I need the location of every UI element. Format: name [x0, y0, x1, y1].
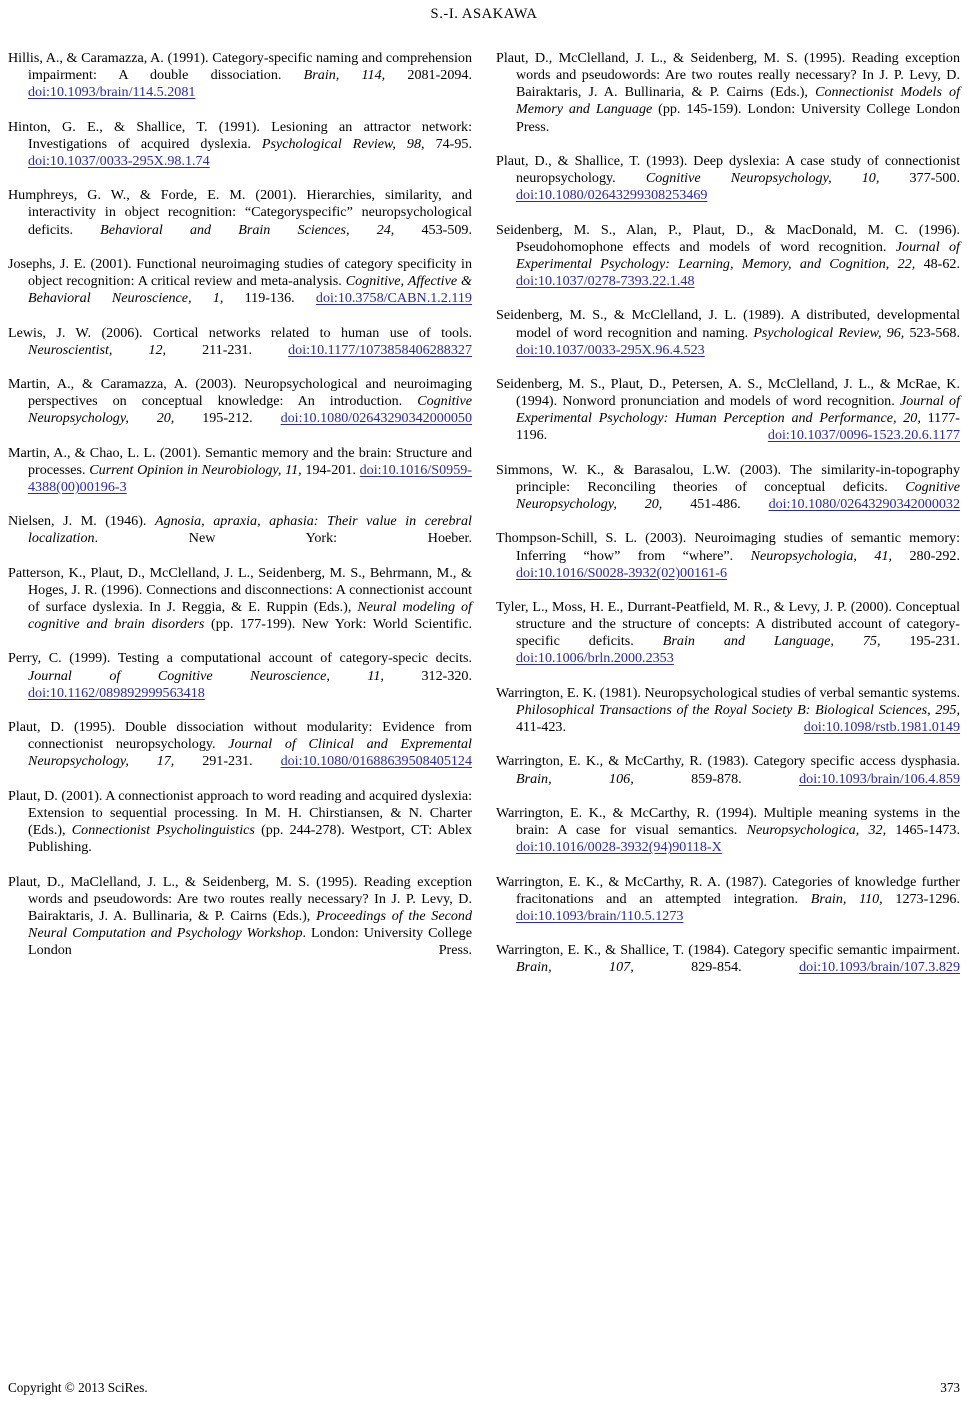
reference-text: 74-95.: [424, 135, 472, 152]
reference-title-italic: Psychological Review, 98,: [261, 135, 425, 152]
reference-text: Seidenberg, M. S., Alan, P., Plaut, D., & MacDonald, M. C. (1996). Pseudohomophone effects and models of word recognition.: [496, 221, 960, 255]
doi-link[interactable]: doi:10.1080/02643290342000050: [280, 410, 473, 427]
reference-text: 2081-2094.: [385, 67, 472, 84]
reference-text: Martin, A., & Chao, L. L. (2001). Semantic memory and the brain: Structure and processes.: [8, 444, 472, 478]
reference-text: Warrington, E. K., & McCarthy, R. (1983). Category specific access dysphasia.: [496, 753, 960, 770]
reference-title-italic: Neural modeling of cognitive and brain disorders: [28, 599, 472, 633]
reference-text: 377-500.: [879, 170, 960, 187]
reference-title-italic: Journal of Experimental Psychology: Human Perception and Performance, 20,: [516, 393, 960, 427]
reference-entry: [8, 256, 472, 325]
reference-text: 411-423.: [516, 719, 804, 736]
reference-text: Plaut, D. (1995). Double dissociation without modularity: Evidence from connectionist neuropsychology.: [8, 719, 472, 753]
reference-title-italic: Journal of Experimental Psychology: Learning, Memory, and Cognition, 22,: [516, 238, 960, 272]
running-head: [0, 6, 968, 23]
reference-title-italic: Cognitive, Affective & Behavioral Neuroscience, 1,: [28, 273, 473, 307]
reference-entry: [8, 565, 472, 651]
reference-text: Hinton, G. E., & Shallice, T. (1991). Lesioning an attractor network: Investigations of acquired dyslexia.: [8, 118, 472, 152]
reference-title-italic: Brain and Language, 75,: [662, 633, 881, 650]
doi-link[interactable]: doi:10.1037/0033-295X.96.4.523: [516, 341, 705, 358]
reference-text: 195-212.: [174, 410, 281, 427]
reference-text: Warrington, E. K., & Shallice, T. (1984). Category specific semantic impairment.: [496, 942, 960, 959]
doi-link[interactable]: doi:10.1037/0096-1523.20.6.1177: [767, 427, 960, 444]
copyright-notice: Copyright © 2013 SciRes.: [8, 1380, 148, 1395]
reference-title-italic: Cognitive Neuropsychology, 10,: [645, 170, 880, 187]
doi-link[interactable]: doi:10.1093/brain/106.4.859: [799, 770, 960, 787]
doi-link[interactable]: doi:10.1080/02643290342000032: [768, 496, 961, 513]
reference-entry: [496, 685, 960, 754]
reference-text: . New York: Hoeber.: [94, 530, 472, 547]
reference-title-italic: Brain, 110,: [810, 890, 883, 907]
page-footer: [8, 1380, 960, 1396]
reference-text: Hillis, A., & Caramazza, A. (1991). Category-specific naming and comprehension impairment: A double dissociation.: [8, 50, 472, 84]
reference-text: (pp. 244-278). Westport, CT: Ablex Publishing.: [28, 822, 472, 856]
reference-columns: [8, 50, 960, 994]
reference-title-italic: Proceedings of the Second Neural Computation and Psychology Workshop: [28, 907, 473, 941]
reference-text: Plaut, D. (2001). A connectionist approach to word reading and acquired dyslexia: Extension to sequential processing. In M. H. Chirstiansen, & N. Charter (Eds.),: [8, 787, 472, 839]
reference-title-italic: Brain, 114,: [303, 67, 386, 84]
doi-link[interactable]: doi:10.1080/01688639508405124: [280, 753, 473, 770]
reference-text: Martin, A., & Caramazza, A. (2003). Neuropsychological and neuroimaging perspectives on conceptual knowledge: An introduction.: [8, 375, 472, 410]
reference-text: 194-201.: [301, 461, 360, 478]
reference-text: Plaut, D., McClelland, J. L., & Seidenberg, M. S. (1995). Reading exception words and pseudowords: Are two routes really necessary? In J. P. Levy, D. Bairaktaris, J. A. Bullinaria, & P. Cairns (Eds.),: [496, 50, 960, 101]
reference-entry: [496, 942, 960, 993]
doi-link[interactable]: doi:10.1162/089892999563418: [28, 684, 205, 701]
reference-text: Patterson, K., Plaut, D., McClelland, J. L., Seidenberg, M. S., Behrmann, M., & Hoges, J. R. (1996). Connections and disconnections: A connectionist account of surface dyslexia. In J. Reggia, & E. Ruppin (Eds.),: [8, 564, 472, 615]
reference-text: 1177-1196.: [516, 410, 961, 444]
reference-entry: [496, 599, 960, 685]
reference-column-right: [496, 50, 960, 994]
doi-link[interactable]: doi:10.1080/02643299308253469: [516, 187, 708, 204]
reference-text: Plaut, D., MaClelland, J. L., & Seidenberg, M. S. (1995). Reading exception words and pseudowords: Are two routes really necessary? In J. P. Levy, D. Bairaktaris, J. A. Bullinaria, & P. Cairns (Eds.),: [8, 873, 472, 924]
reference-entry: [8, 50, 472, 119]
doi-link[interactable]: doi:10.1093/brain/107.3.829: [799, 959, 960, 976]
reference-title-italic: Connectionist Models of Memory and Language: [516, 84, 960, 118]
doi-link[interactable]: doi:10.1177/1073858406288327: [288, 341, 472, 358]
reference-entry: [496, 530, 960, 599]
reference-entry: [496, 50, 960, 153]
reference-title-italic: Agnosia, apraxia, aphasia: Their value in cerebral localization: [28, 513, 472, 547]
reference-text: Simmons, W. K., & Barasalou, L.W. (2003). The similarity-in-topography principle: Reconciling theories of conceptual deficits.: [496, 461, 960, 495]
reference-entry: [496, 874, 960, 943]
reference-text: 829-854.: [633, 959, 800, 976]
reference-text: Seidenberg, M. S., & McClelland, J. L. (1989). A distributed, developmental model of word recognition and naming.: [496, 307, 960, 341]
reference-text: 291-231.: [174, 753, 281, 770]
reference-title-italic: Neuropsychologia, 41,: [750, 547, 893, 564]
doi-link[interactable]: doi:10.1016/S0959-4388(00)00196-3: [28, 461, 472, 495]
reference-text: 453-509.: [394, 221, 473, 238]
doi-link[interactable]: doi:10.1037/0033-295X.98.1.74: [28, 152, 210, 169]
doi-link[interactable]: doi:10.1093/brain/110.5.1273: [516, 907, 684, 924]
reference-title-italic: Neuropsychologica, 32,: [746, 822, 887, 839]
reference-text: Nielsen, J. M. (1946).: [8, 513, 155, 530]
reference-title-italic: Brain, 106,: [516, 770, 634, 787]
running-head-text: S.-I. ASAKAWA: [430, 6, 538, 22]
reference-text: 1465-1473.: [886, 822, 960, 839]
doi-link[interactable]: doi:10.1016/S0028-3932(02)00161-6: [516, 564, 728, 581]
reference-entry: [496, 153, 960, 222]
reference-text: Warrington, E. K. (1981). Neuropsychological studies of verbal semantic systems.: [496, 684, 960, 701]
reference-title-italic: Connectionist Psycholinguistics: [71, 822, 255, 839]
reference-text: Plaut, D., & Shallice, T. (1993). Deep dyslexia: A case study of connectionist neuropsychology.: [496, 152, 960, 187]
page-number: 373: [940, 1380, 960, 1395]
reference-entry: [496, 805, 960, 874]
reference-text: Humphreys, G. W., & Forde, E. M. (2001). Hierarchies, similarity, and interactivity in object recognition: “Categoryspecific” neuropsychological deficits.: [8, 187, 472, 238]
reference-text: Seidenberg, M. S., Plaut, D., Petersen, A. S., McClelland, J. L., & McRae, K. (1994). Nonword pronunciation and models of word recognition.: [496, 375, 960, 410]
reference-title-italic: Brain, 107,: [516, 959, 634, 976]
doi-link[interactable]: doi:10.1016/0028-3932(94)90118-X: [516, 839, 722, 856]
reference-entry: [8, 719, 472, 788]
reference-entry: [496, 462, 960, 531]
reference-title-italic: Journal of Cognitive Neuroscience, 11,: [28, 667, 384, 684]
reference-column-left: [8, 50, 472, 976]
reference-entry: [8, 119, 472, 188]
reference-text: 48-62.: [915, 255, 960, 272]
reference-entry: [8, 187, 472, 256]
reference-text: Tyler, L., Moss, H. E., Durrant-Peatfield, M. R., & Levy, J. P. (2000). Conceptual structure and the structure of concepts: A distributed account of category-specific deficits.: [496, 599, 960, 650]
reference-entry: [496, 307, 960, 376]
reference-text: 1273-1296.: [882, 890, 960, 907]
reference-title-italic: Philosophical Transactions of the Royal Society B: Biological Sciences, 295,: [516, 701, 960, 718]
doi-link[interactable]: doi:10.1037/0278-7393.22.1.48: [516, 273, 695, 290]
reference-text: 211-231.: [166, 341, 289, 358]
reference-text: Warrington, E. K., & McCarthy, R. (1994). Multiple meaning systems in the brain: A case for visual semantics.: [496, 804, 960, 839]
reference-title-italic: Cognitive Neuropsychology, 20,: [28, 393, 472, 427]
doi-link[interactable]: doi:10.1006/brln.2000.2353: [516, 650, 674, 667]
reference-title-italic: Cognitive Neuropsychology, 20,: [516, 478, 960, 513]
reference-entry: [8, 874, 472, 977]
reference-entry: [496, 376, 960, 462]
reference-entry: [8, 325, 472, 376]
reference-text: Warrington, E. K., & McCarthy, R. A. (1987). Categories of knowledge further fracitonations and an attempted integration.: [496, 873, 960, 907]
reference-entry: [8, 650, 472, 719]
doi-link[interactable]: doi:10.3758/CABN.1.2.119: [315, 290, 472, 307]
reference-title-italic: Behavioral and Brain Sciences, 24,: [100, 221, 395, 238]
reference-text: . London: University College London Press.: [28, 924, 472, 959]
reference-entry: [496, 753, 960, 804]
doi-link[interactable]: doi:10.1093/brain/114.5.2081: [28, 84, 196, 101]
reference-text: Thompson-Schill, S. L. (2003). Neuroimaging studies of semantic memory: Inferring “how” from “where”.: [496, 530, 960, 564]
reference-text: (pp. 145-159). London: University College London Press.: [516, 101, 960, 135]
reference-text: Lewis, J. W. (2006). Cortical networks related to human use of tools.: [8, 324, 472, 341]
reference-text: 280-292.: [892, 547, 960, 564]
doi-link[interactable]: doi:10.1098/rstb.1981.0149: [803, 719, 960, 736]
reference-text: Perry, C. (1999). Testing a computational account of category-specic decits.: [8, 650, 472, 667]
reference-text: Josephs, J. E. (2001). Functional neuroimaging studies of category specificity in object recognition: A critical review and meta-analysis.: [8, 255, 472, 290]
reference-entry: [8, 513, 472, 564]
reference-entry: [8, 376, 472, 445]
reference-title-italic: Psychological Review, 96,: [753, 324, 905, 341]
reference-title-italic: Journal of Clinical and Expremental Neuropsychology, 17,: [28, 736, 472, 770]
reference-text: 312-320.: [383, 667, 472, 684]
reference-title-italic: Current Opinion in Neurobiology, 11,: [89, 461, 302, 478]
reference-entry: [8, 788, 472, 874]
reference-text: 195-231.: [880, 633, 960, 650]
reference-text: 119-136.: [223, 290, 316, 307]
reference-text: 451-486.: [662, 496, 769, 513]
reference-entry: [8, 445, 472, 514]
reference-entry: [496, 222, 960, 308]
reference-text: 859-878.: [633, 770, 800, 787]
reference-text: (pp. 177-199). New York: World Scientific.: [204, 616, 472, 633]
reference-title-italic: Neuroscientist, 12,: [28, 341, 167, 358]
reference-text: 523-568.: [904, 324, 960, 341]
